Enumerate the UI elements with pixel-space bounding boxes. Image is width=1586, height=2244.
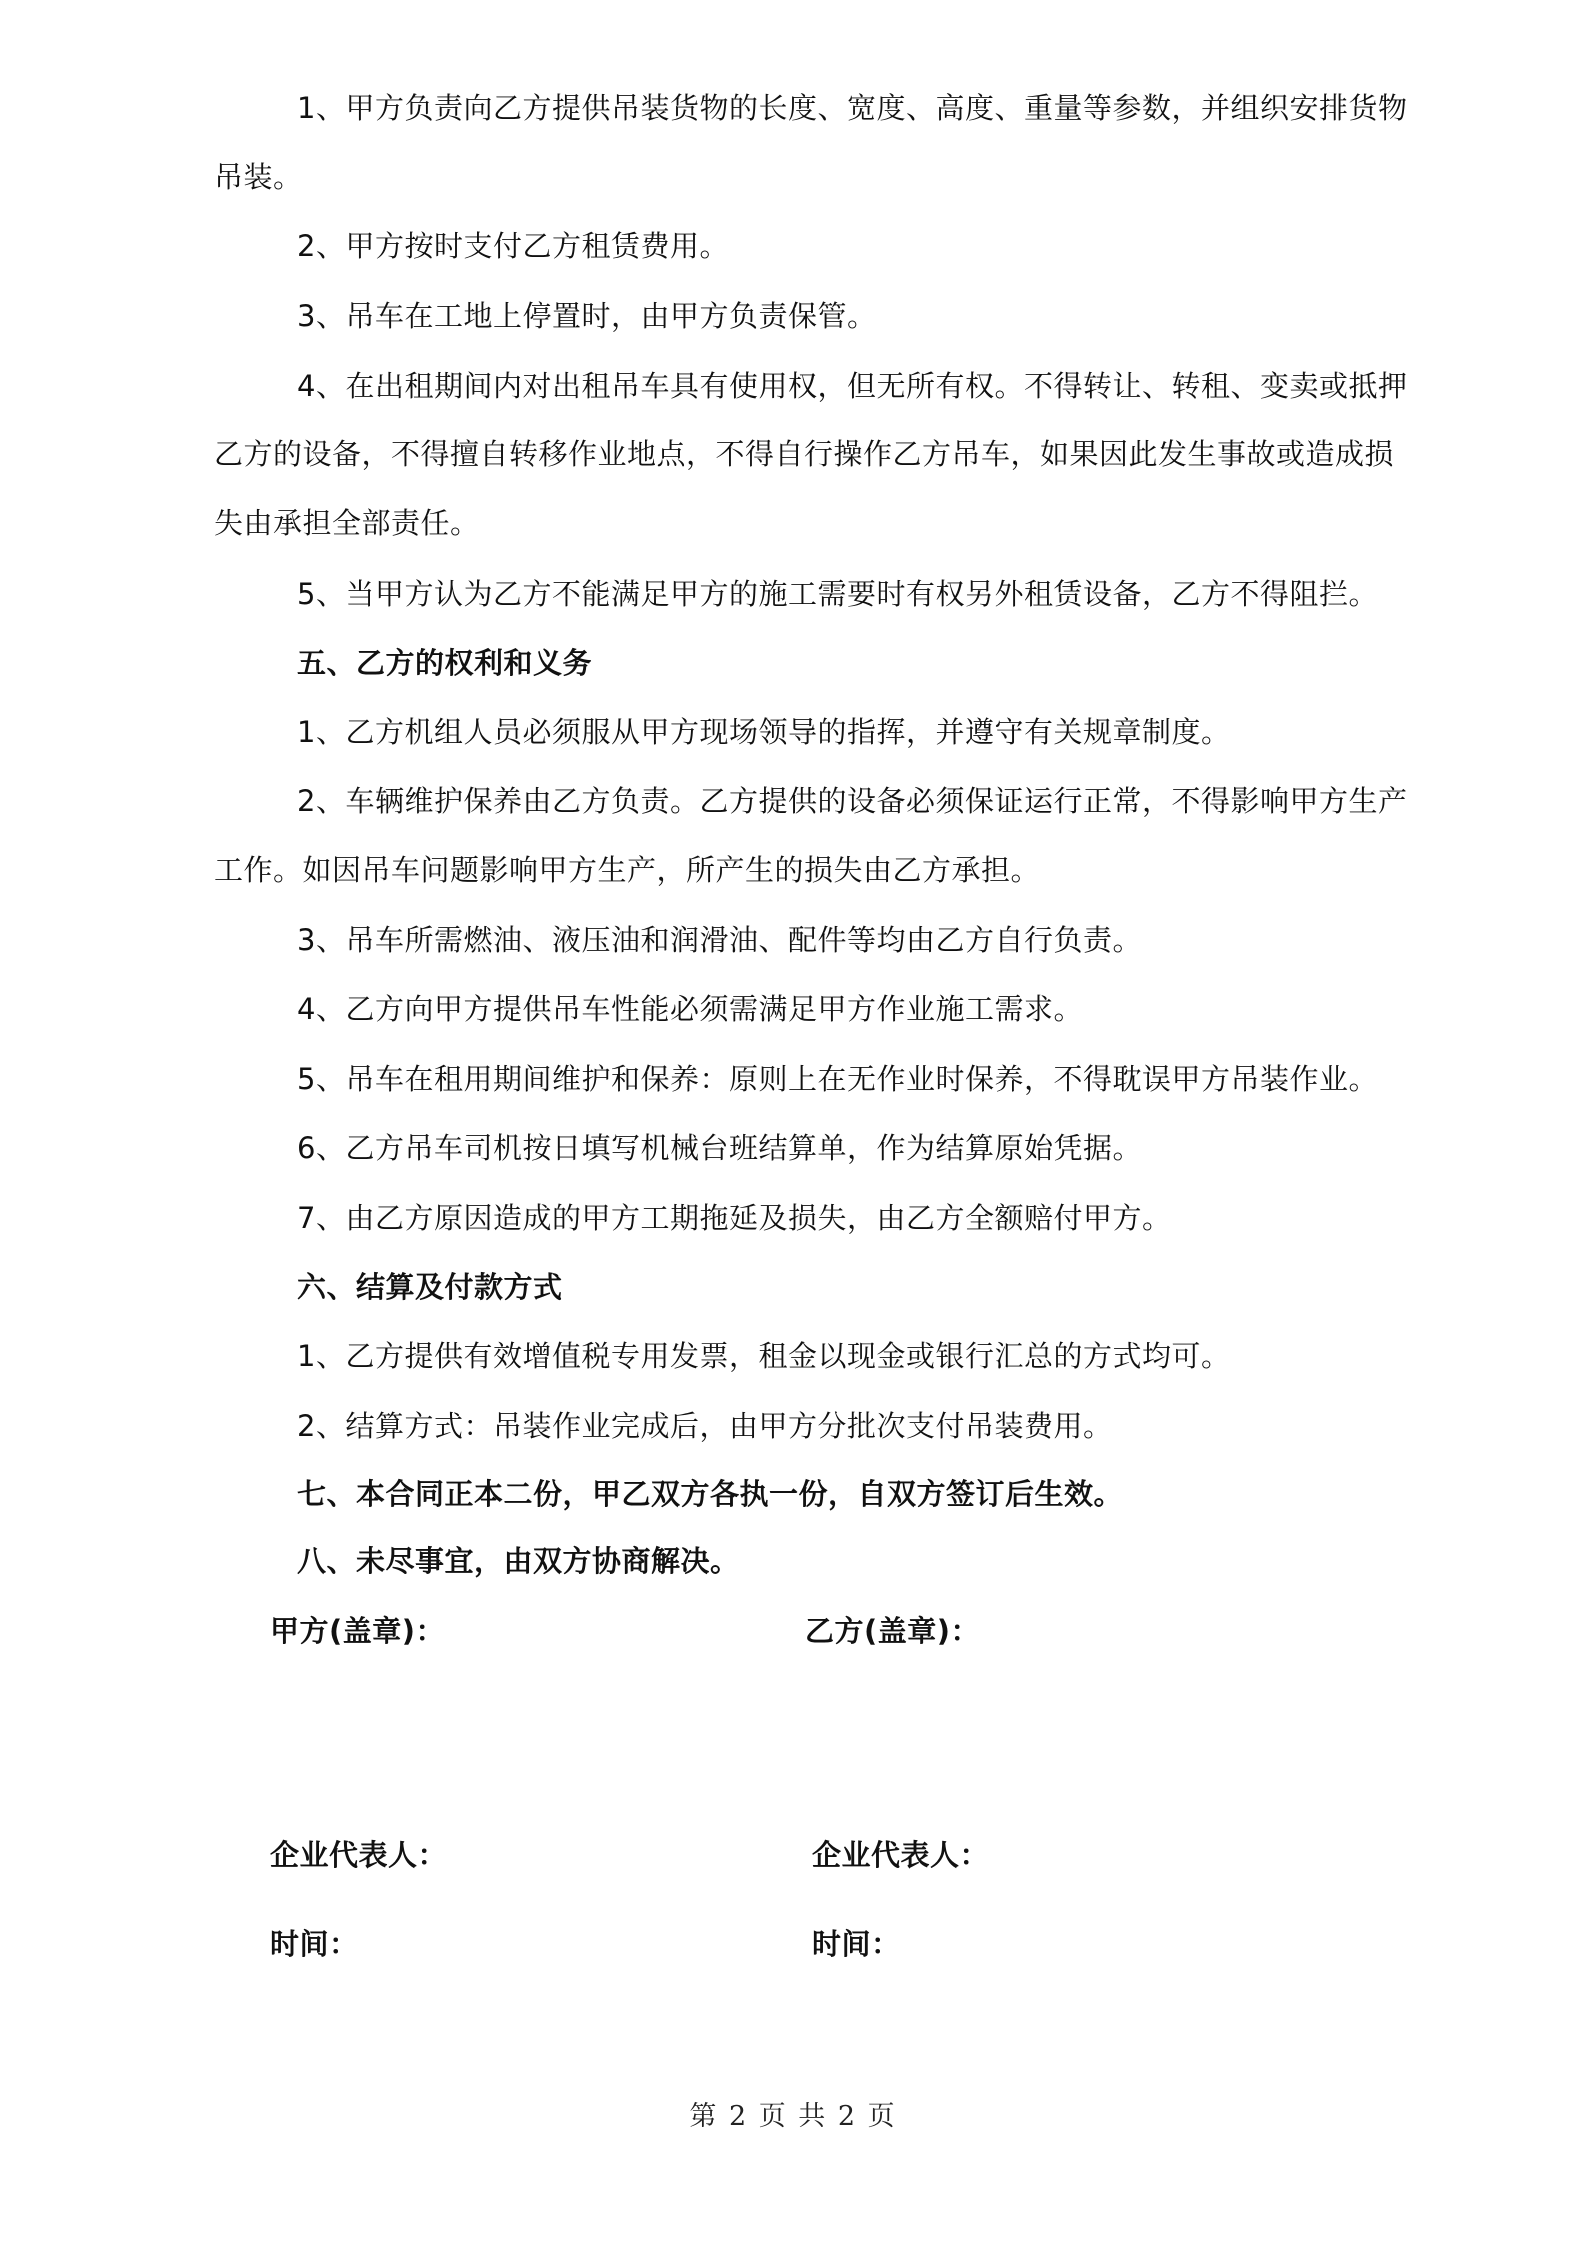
party-a-representative-label: 企业代表人： — [270, 1838, 448, 1872]
clause-5-6: 6、乙方吊车司机按日填写机械台班结算单，作为结算原始凭据。 — [297, 1131, 1142, 1165]
clause-5-2-line-1: 2、车辆维护保养由乙方负责。乙方提供的设备必须保证运行正常，不得影响甲方生产 — [297, 784, 1408, 818]
clause-5-4: 4、乙方向甲方提供吊车性能必须需满足甲方作业施工需求。 — [297, 992, 1083, 1026]
section-5-heading: 五、乙方的权利和义务 — [297, 646, 593, 680]
clause-6-2: 2、结算方式：吊装作业完成后，由甲方分批次支付吊装费用。 — [297, 1409, 1113, 1443]
party-a-time-label: 时间： — [270, 1927, 359, 1961]
party-b-representative-label: 企业代表人： — [812, 1838, 990, 1872]
party-b-time-label: 时间： — [812, 1927, 901, 1961]
party-b-seal-label: 乙方(盖章)： — [805, 1614, 981, 1648]
clause-4-4-line-3: 失由承担全部责任。 — [214, 506, 480, 540]
section-7-heading: 七、本合同正本二份，甲乙双方各执一份，自双方签订后生效。 — [297, 1477, 1124, 1511]
clause-4-5: 5、当甲方认为乙方不能满足甲方的施工需要时有权另外租赁设备，乙方不得阻拦。 — [297, 577, 1378, 611]
clause-4-1-line-1: 1、甲方负责向乙方提供吊装货物的长度、宽度、高度、重量等参数，并组织安排货物 — [297, 91, 1408, 125]
clause-5-3: 3、吊车所需燃油、液压油和润滑油、配件等均由乙方自行负责。 — [297, 923, 1142, 957]
clause-4-1-line-2: 吊装。 — [214, 160, 303, 194]
clause-4-4-line-1: 4、在出租期间内对出租吊车具有使用权，但无所有权。不得转让、转租、变卖或抵押 — [297, 369, 1408, 403]
clause-4-3: 3、吊车在工地上停置时，由甲方负责保管。 — [297, 299, 877, 333]
section-8-heading: 八、未尽事宜，由双方协商解决。 — [297, 1544, 740, 1578]
clause-5-5: 5、吊车在租用期间维护和保养：原则上在无作业时保养，不得耽误甲方吊装作业。 — [297, 1062, 1378, 1096]
party-a-seal-label: 甲方(盖章)： — [270, 1614, 446, 1648]
clause-5-7: 7、由乙方原因造成的甲方工期拖延及损失，由乙方全额赔付甲方。 — [297, 1201, 1172, 1235]
page-number-footer: 第 2 页 共 2 页 — [689, 2101, 897, 2132]
clause-4-4-line-2: 乙方的设备，不得擅自转移作业地点，不得自行操作乙方吊车，如果因此发生事故或造成损 — [214, 437, 1395, 471]
clause-6-1: 1、乙方提供有效增值税专用发票，租金以现金或银行汇总的方式均可。 — [297, 1339, 1231, 1373]
clause-4-2: 2、甲方按时支付乙方租赁费用。 — [297, 229, 729, 263]
clause-5-2-line-2: 工作。如因吊车问题影响甲方生产，所产生的损失由乙方承担。 — [214, 853, 1041, 887]
section-6-heading: 六、结算及付款方式 — [297, 1270, 563, 1304]
clause-5-1: 1、乙方机组人员必须服从甲方现场领导的指挥，并遵守有关规章制度。 — [297, 715, 1231, 749]
